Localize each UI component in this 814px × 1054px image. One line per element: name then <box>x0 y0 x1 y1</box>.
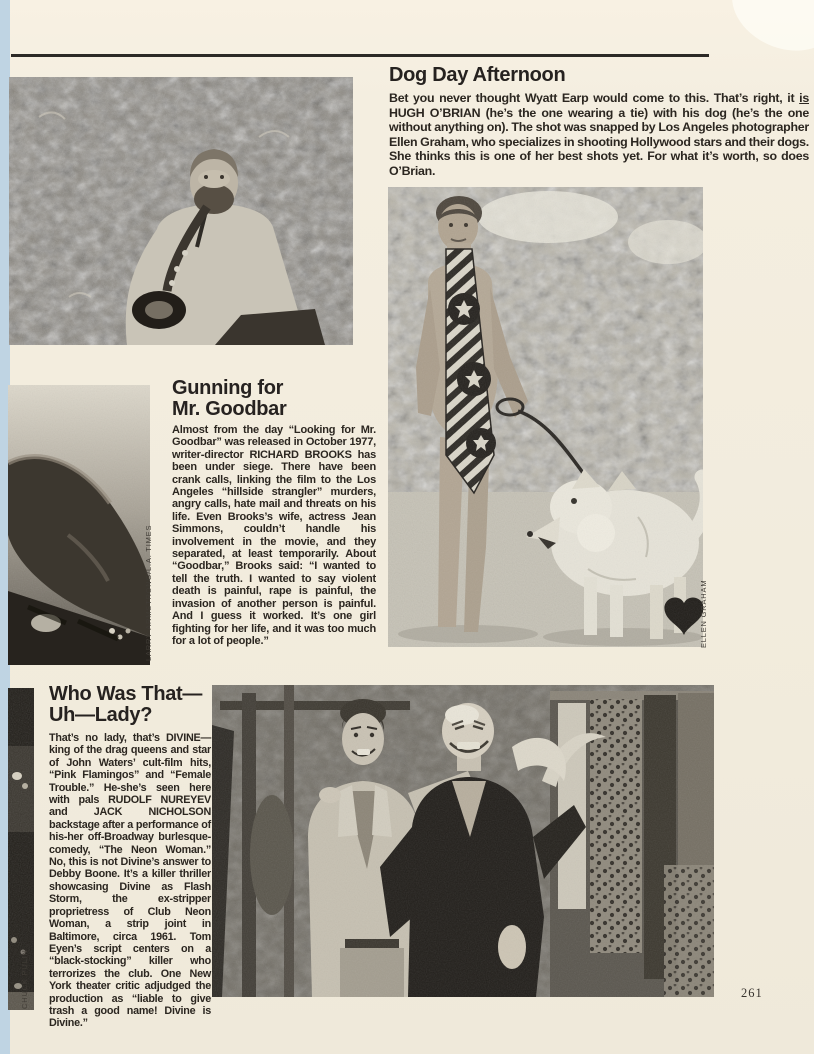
dog-day-deck-pre: Bet you never thought Wyatt Earp would come to this. That’s right, it <box>389 91 800 105</box>
dog-day-deck-underlined: is <box>799 91 809 105</box>
divine-body: That’s no lady, that’s DIVINE—king of the drag queens and star of John Waters’ cult-film hits, “Pink Flamingos” and “Female Trouble.” He-she’s seen here with pals RUDOLF NUREYEV and JACK NICHOLSON backstage after a performance of his-her off-Broadway burlesque-comedy, “The Neon Woman.” No, this is not Divine’s answer to Debby Boone. It’s a killer thriller showcasing Divine as Flash Storm, the ex-stripper proprietress of Club Neon Woman, a strip joint in Baltimore, circa 1961. Tom Eyen’s script centers on a “black-stocking” killer who terrorizes the club. One New York theater critic adjudged the production as “liable to give trash a good name! Divine is Divine.” <box>49 732 211 1030</box>
top-rule <box>11 54 709 57</box>
photo-credit-larry-armstrong: LARRY ARMSTRONG/L.A. TIMES <box>144 524 153 661</box>
divine-title-line1: Who Was That— <box>49 683 203 705</box>
arm-photo <box>8 385 150 665</box>
page-curl <box>718 0 814 67</box>
divine-title <box>49 684 202 726</box>
photo-credit-chuck-pulin: CHUCK PULIN <box>20 949 29 1009</box>
obrian-dog-photo <box>388 187 703 647</box>
saxophone-photo <box>9 77 353 345</box>
page-number: 261 <box>741 986 763 1000</box>
dog-day-deck-post: HUGH O’BRIAN (he’s the one wearing a tie) with his dog (he’s the one without anything on). The shot was snapped by Los Angeles photographer Ellen Graham, who specializes in shooting Hollywood stars and their dogs. She thinks this is one of her best shots yet. For what it’s worth, so does O’Brian. <box>389 105 809 178</box>
dog-day-title: Dog Day Afternoon <box>389 64 566 86</box>
goodbar-title <box>172 378 286 420</box>
divine-title-line2: Uh—Lady? <box>49 704 153 726</box>
goodbar-title-line1: Gunning for <box>172 377 284 399</box>
dog-day-deck <box>389 91 809 179</box>
goodbar-body: Almost from the day “Looking for Mr. Goodbar” was released in October 1977, writer-director RICHARD BROOKS has been under siege. There have been crank calls, linking the film to the Los Angeles “hillside strangler” murders, angry calls, hate mail and threats on his life. Even Brooks’s wife, actress Jean Simmons, couldn’t handle his involvement in the movie, and they separated, at least temporarily. About “Goodbar,” Brooks said: “I wanted to tell the truth. I wanted to say violent death is painful, rape is painful, the invasion of another person is painful. And I guess it worked. It’s one girl fighting for her life, and it was too much for a lot of people.” <box>172 424 376 647</box>
goodbar-title-line2: Mr. Goodbar <box>172 398 287 420</box>
photo-credit-ellen-graham: ELLEN GRAHAM <box>699 579 708 648</box>
backstage-photo <box>212 685 714 997</box>
